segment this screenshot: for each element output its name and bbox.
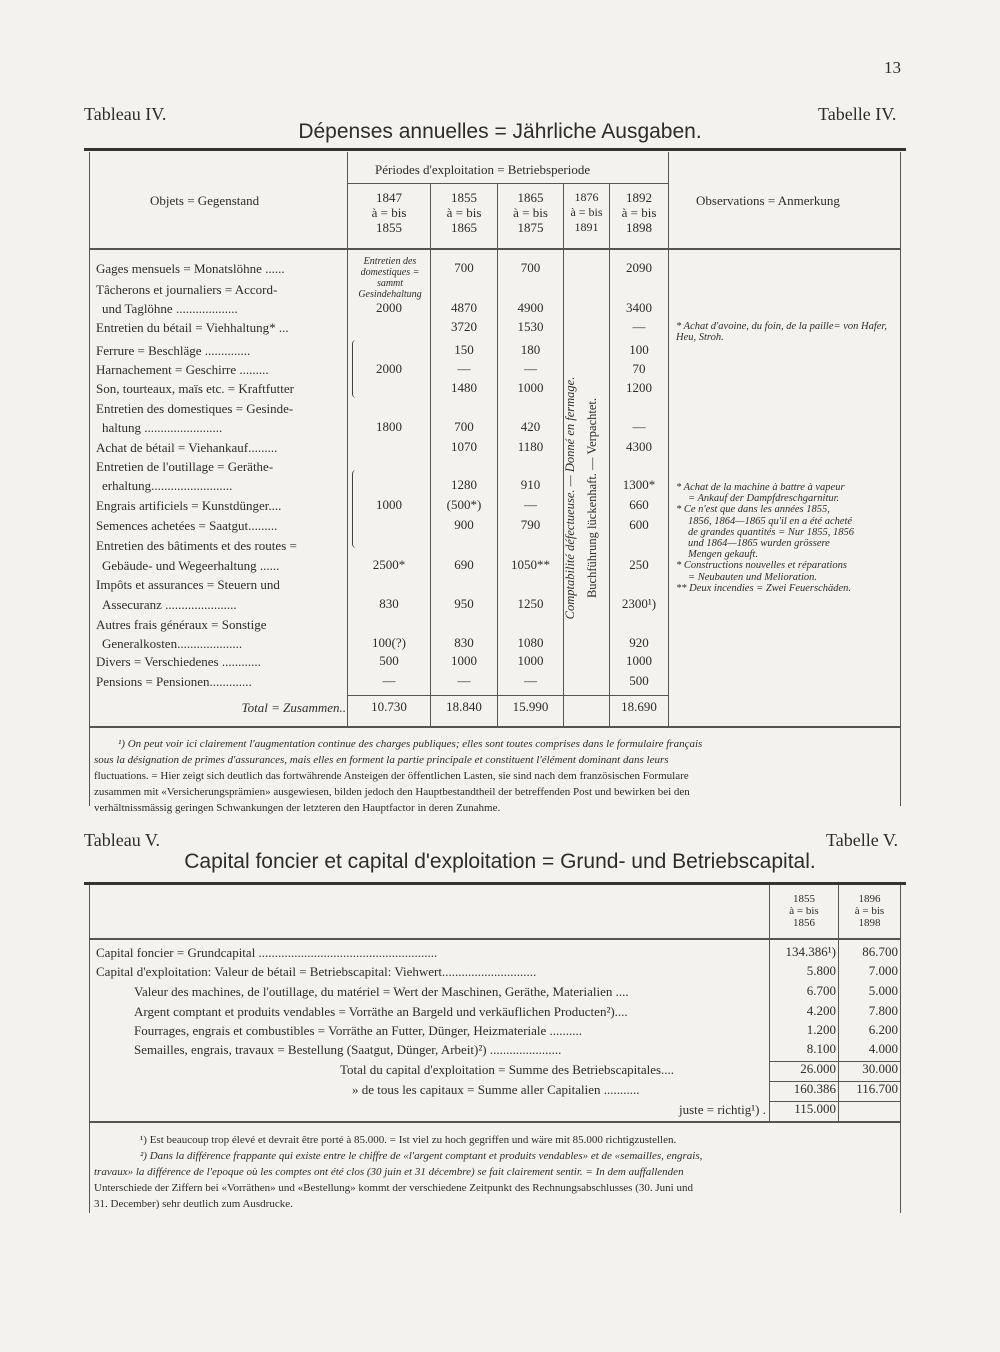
table4-cell: 1000 xyxy=(626,653,652,668)
total-value: 10.730 xyxy=(371,699,407,714)
table4-cell: 1300* xyxy=(622,477,656,492)
table5-row-label: » de tous les capitaux = Summe aller Capitalien ........... xyxy=(352,1082,640,1097)
table4-cell: 700 xyxy=(520,260,541,275)
total-label: Total = Zusammen.. xyxy=(241,700,346,715)
table4-row-label: Tâcherons et journaliers = Accord- xyxy=(96,282,278,297)
table4-cell: 830 xyxy=(454,635,474,650)
table4-title: Dépenses annuelles = Jährliche Ausgaben. xyxy=(298,120,702,143)
period-header: 1855 à = bis 1865 xyxy=(446,190,482,235)
table4-cell: 1180 xyxy=(517,439,544,454)
period-header: 1847 à = bis 1855 xyxy=(371,190,407,235)
table4-top-rule xyxy=(84,148,906,151)
table4-row-label: erhaltung......................... xyxy=(102,478,233,493)
table4-cell: 4300 xyxy=(626,439,652,454)
table4-cell: 500 xyxy=(629,673,649,688)
table5-top-rule xyxy=(84,882,906,885)
table4-cell: — xyxy=(632,319,646,334)
table4-label-left: Tableau IV. xyxy=(84,104,167,124)
col-observations-header: Observations = Anmerkung xyxy=(696,193,840,208)
table5-row-label: Capital foncier = Grundcapital ....................................................... xyxy=(96,945,438,960)
table4-cell: 900 xyxy=(454,517,474,532)
period-header: 1892 à = bis 1898 xyxy=(621,190,657,235)
table5-row-label: Capital d'exploitation: Valeur de bétail = Betriebscapital: Viehwert............................. xyxy=(96,964,537,979)
table4-cell: 3400 xyxy=(626,300,652,315)
table4-cell: 1000 xyxy=(517,653,544,668)
table4-row-label: Entretien de l'outillage = Geräthe- xyxy=(96,459,274,474)
table4-col-divider xyxy=(668,152,669,726)
table5-row-label: Semailles, engrais, travaux = Bestellung (Saatgut, Dünger, Arbeit)²) ...................... xyxy=(134,1042,562,1057)
table4-cell: — xyxy=(524,361,537,376)
table5-cell: 4.200 xyxy=(806,1003,836,1018)
table5-row-label: juste = richtig¹) . xyxy=(678,1102,766,1117)
table4-cell: 2500* xyxy=(372,557,406,572)
table4-cell: 1250 xyxy=(517,596,544,611)
period-header: 1876 à = bis 1891 xyxy=(570,190,603,234)
table5-row-label: Argent comptant et produits vendables = Vorräthe an Bargeld und verkäuflichen Producten²).... xyxy=(134,1004,628,1019)
table5-row-label: Total du capital d'exploitation = Summe des Betriebscapitales.... xyxy=(340,1062,675,1077)
table5-right-border xyxy=(900,885,901,1213)
table4-cell: 180 xyxy=(520,342,541,357)
table4-row-label: Ferrure = Beschläge .............. xyxy=(96,343,251,358)
table4-row-label: Gages mensuels = Monatslöhne ...... xyxy=(96,261,285,276)
table4-cell: 700 xyxy=(454,260,474,275)
table5-cell: 6.200 xyxy=(868,1022,898,1037)
table4-row-label: Assecuranz ...................... xyxy=(102,597,237,612)
table4-cell: 920 xyxy=(629,635,649,650)
table4-cell: 250 xyxy=(629,557,649,572)
table4-header-rule xyxy=(89,248,900,250)
total-value: 18.840 xyxy=(446,699,482,714)
table4-cell: 700 xyxy=(454,419,474,434)
table4-bottom-rule xyxy=(89,726,900,728)
period-header: 1865 à = bis 1875 xyxy=(513,190,548,235)
table5-cell: 5.800 xyxy=(806,963,836,978)
table4-total-rule xyxy=(348,695,668,696)
period-header: 1855 à = bis 1856 xyxy=(789,893,819,929)
col-periodes-header: Périodes d'exploitation = Betriebsperiode xyxy=(375,162,591,177)
table4-right-border xyxy=(900,152,901,806)
vertical-note-fr: Comptabilité défectueuse. — Donné en fermage. xyxy=(563,376,577,620)
table4-cell: 830 xyxy=(379,596,399,611)
table5-cell: 30.000 xyxy=(862,1061,898,1076)
table4-row-label: Entretien du bétail = Viehhaltung* ... xyxy=(96,320,289,335)
table5-bottom-rule xyxy=(89,1121,900,1123)
table4-cell: 150 xyxy=(454,342,474,357)
table4-cell: 2000 xyxy=(376,300,402,315)
table4-cell: 1530 xyxy=(517,319,544,334)
table4-cell: 1080 xyxy=(517,635,544,650)
table4-cell: 2000 xyxy=(376,361,402,376)
table4-label-right: Tabelle IV. xyxy=(818,104,897,124)
table4-row-label: Pensions = Pensionen............. xyxy=(96,674,252,689)
table4-row-label: Impôts et assurances = Steuern und xyxy=(96,577,280,592)
total-value: 18.690 xyxy=(621,699,657,714)
table4-row-label: Generalkosten.................... xyxy=(102,636,243,651)
table4-cell: 100(?) xyxy=(372,635,406,650)
table4-cell: 1050** xyxy=(511,557,550,572)
table4-cell: 660 xyxy=(629,497,649,512)
table4-cell: — xyxy=(524,673,537,688)
table4-cell: — xyxy=(382,673,396,688)
table4-cell: — xyxy=(457,673,471,688)
table5-cell: 115.000 xyxy=(794,1101,836,1116)
table4-row-label: Son, tourteaux, maïs etc. = Kraftfutter xyxy=(96,381,294,396)
table5-cell: 160.386 xyxy=(793,1081,836,1096)
table5-cell: 116.700 xyxy=(856,1081,898,1096)
table5-cell: 4.000 xyxy=(868,1041,898,1056)
table4-cell: 1000 xyxy=(517,380,544,395)
table4-row-label: Semences achetées = Saatgut......... xyxy=(96,518,278,533)
table4-cell: 1200 xyxy=(626,380,652,395)
table4-cell: 1280 xyxy=(451,477,477,492)
table4-row-label: Entretien des bâtiments et des routes = xyxy=(96,538,297,553)
table4-cell: 4870 xyxy=(451,300,477,315)
table5-cell: 6.700 xyxy=(806,983,836,998)
table4-cell: 1000 xyxy=(451,653,477,668)
table5-cell: 134.386¹) xyxy=(785,944,836,959)
table5-cell: 5.000 xyxy=(868,983,898,998)
table5-label-left: Tableau V. xyxy=(84,830,161,850)
table4-footnote: ¹) On peut voir ici clairement l'augmentation continue des charges publiques; elles sont toutes comprises dans le formulaire français sous la désignation de primes d'assurances, mais elles en forment la partie principale et constituent l'élément dominant dans leurs fluctuations. = Hier zeigt sich deutlich das fortwährende Ansteigen der öffentlichen Lasten, sie sind nach dem französischen Formulare zusammen mit «Versicherungsprämien» ausgewiesen, bilden jedoch den Hauptbestandtheil der betreffenden Post und bewirken bei den verhältnissmässig geringen Schwankungen der letzteren den Hauptfactor in deren Zunahme. xyxy=(94,738,703,814)
table4-cell: 4900 xyxy=(517,300,544,315)
table4-cell: — xyxy=(524,497,537,512)
table5-row-label: Fourrages, engrais et combustibles = Vorräthe an Futter, Dünger, Heizmateriale .......... xyxy=(134,1023,583,1038)
table4-cell: 950 xyxy=(454,596,474,611)
table4-cell: — xyxy=(457,361,471,376)
page-number: 13 xyxy=(884,58,901,77)
table4-row-label: Achat de bétail = Viehankauf......... xyxy=(96,440,278,455)
table4-cell: (500*) xyxy=(446,497,482,512)
table4-cell: 1480 xyxy=(451,380,477,395)
table4-cell: 1000 xyxy=(376,497,402,512)
total-value: 15.990 xyxy=(512,699,549,714)
table4-row-label: Harnachement = Geschirre ......... xyxy=(96,362,269,377)
table4-left-border xyxy=(89,152,90,806)
observation-note: * Achat d'avoine, du foin, de la paille= von Hafer, Heu, Stroh. xyxy=(676,321,887,343)
table4-cell: 790 xyxy=(520,517,541,532)
table4-cell: — xyxy=(632,419,646,434)
table5-footnote: ¹) Est beaucoup trop élevé et devrait être porté à 85.000. = Ist viel zu hoch gegriffen und wäre mit 85.000 richtigzustellen. ²) Dans la différence frappante qui existe entre le chiffre de «l'argent comptant et produits vendables» et de «semailles, engrais, travaux» la différence de l'epoque où les comptes ont été clos (30 juin et 31 décembre) se fait clairement sentir. = In dem auffallenden Unterschiede der Ziffern bei «Vorräthen» und «Bestellung» kommt der verschiedene Zeitpunkt des Rechnungsabschlusses (30. Juni und 31. December) sehr deutlich zum Ausdrucke. xyxy=(94,1134,703,1210)
table5-header-rule xyxy=(89,938,900,940)
table4-row-label: Divers = Verschiedenes ............ xyxy=(96,654,261,669)
table4-cell: 1070 xyxy=(451,439,477,454)
entretien-note: Entretien des domestiques = sammt Gesindehaltung xyxy=(358,256,422,300)
table5-label-right: Tabelle V. xyxy=(826,830,899,850)
observation-notes: * Achat de la machine à battre à vapeur = Ankauf der Dampfdreschgarnitur. * Ce n'est que dans les années 1855, 1856, 1864—1865 qu'il en a été acheté de grandes quantités = Nur 1855, 1856 und 1864—1865 wurden grössere Mengen gekauft. * Constructions nouvelles et réparations = Neubauten und Melioration. ** Deux incendies = Zwei Feuerschäden. xyxy=(676,482,855,594)
table4-cell: 2300¹) xyxy=(621,596,657,611)
table4-row-label: Entretien des domestiques = Gesinde- xyxy=(96,401,294,416)
table4-row-label: Autres frais généraux = Sonstige xyxy=(96,617,267,632)
table5-cell: 26.000 xyxy=(800,1061,836,1076)
table4-row-label: Engrais artificiels = Kunstdünger.... xyxy=(96,498,282,513)
table4-cell: 70 xyxy=(632,361,646,376)
table4-cell: 2090 xyxy=(626,260,652,275)
table4-cell: 420 xyxy=(520,419,541,434)
table4-cell: 1800 xyxy=(376,419,402,434)
table5-left-border xyxy=(89,885,90,1213)
vertical-note-de: Buchführung lückenhaft. — Verpachtet. xyxy=(585,397,599,599)
table4-cell: 100 xyxy=(629,342,649,357)
table4-cell: 690 xyxy=(454,557,474,572)
table5-title: Capital foncier et capital d'exploitation = Grund- und Betriebscapital. xyxy=(184,850,816,873)
table4-period-rule xyxy=(347,183,668,184)
table5-cell: 8.100 xyxy=(806,1041,836,1056)
table4-cell: 600 xyxy=(629,517,649,532)
table5-cell: 7.800 xyxy=(868,1003,898,1018)
table4-cell: 910 xyxy=(520,477,541,492)
table4-row-label: Gebäude- und Wegeerhaltung ...... xyxy=(102,558,280,573)
table5-cell: 1.200 xyxy=(806,1022,836,1037)
table4-cell: 3720 xyxy=(451,319,477,334)
table4-row-label: und Taglöhne ................... xyxy=(102,301,238,316)
table5-row-label: Valeur des machines, de l'outillage, du matériel = Wert der Maschinen, Geräthe, Materialien .... xyxy=(134,984,629,999)
col-objets-header: Objets = Gegenstand xyxy=(150,193,260,208)
table4-cell: 500 xyxy=(379,653,399,668)
table5-cell: 7.000 xyxy=(868,963,898,978)
period-header: 1896 à = bis 1898 xyxy=(854,893,885,929)
table4-row-label: haltung ........................ xyxy=(102,420,223,435)
table5-cell: 86.700 xyxy=(862,944,898,959)
